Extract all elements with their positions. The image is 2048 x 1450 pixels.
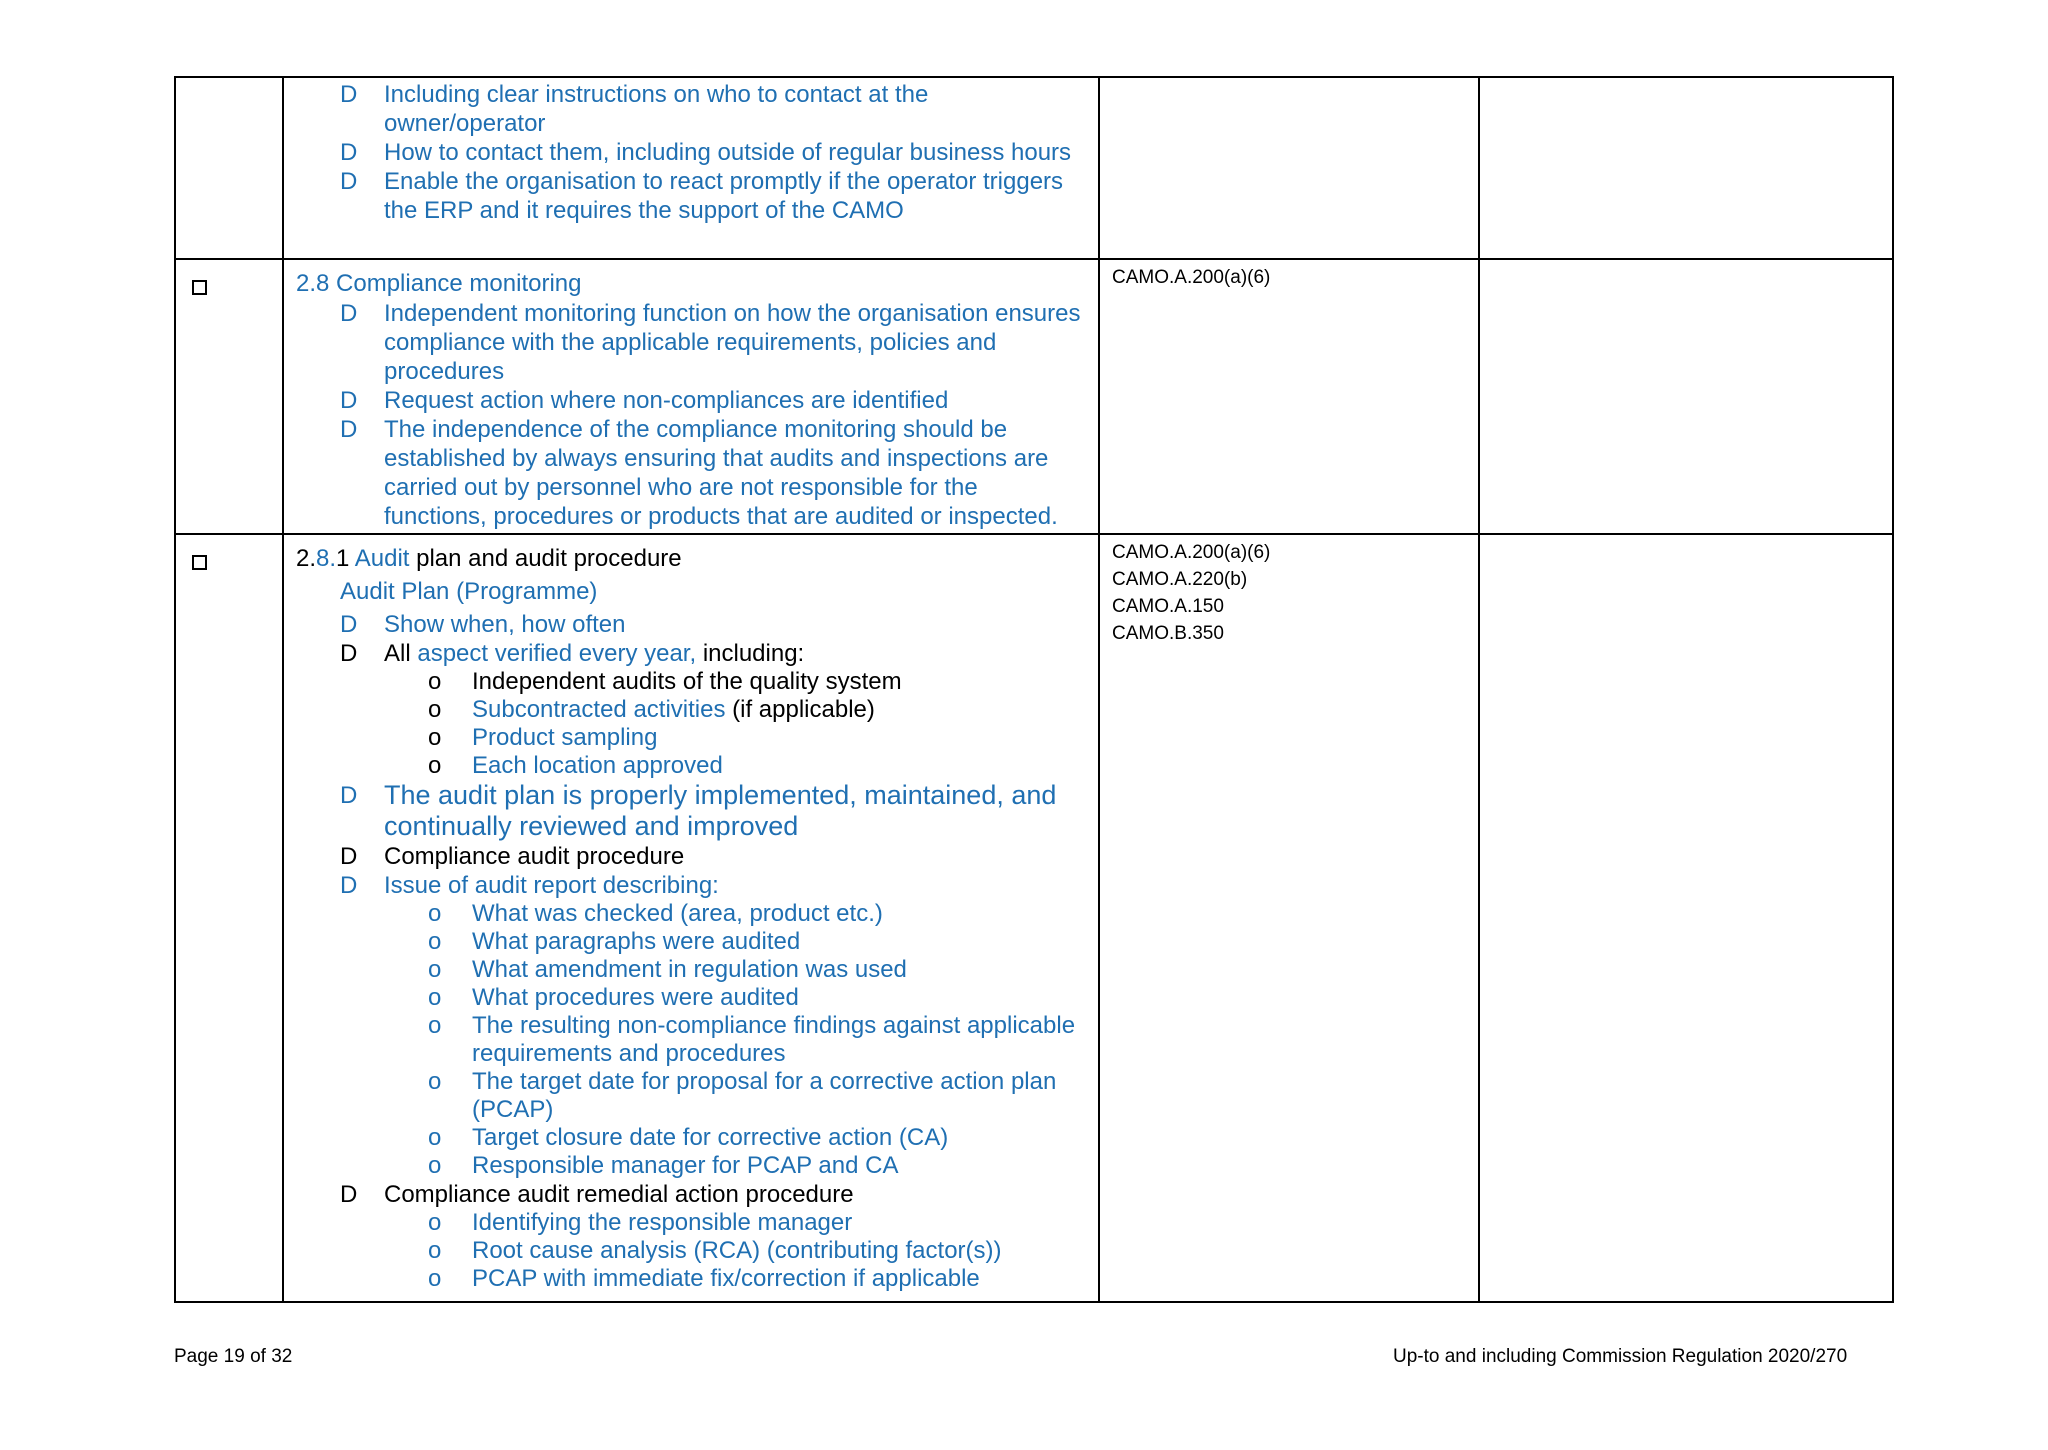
list-item: D Issue of audit report describing:: [340, 872, 719, 899]
list-item: D Enable the organisation to react promptly if the operator triggers the ERP and it requires the support of the CAMO: [340, 168, 1064, 224]
reference-cell: [1099, 259, 1479, 534]
section-heading: 2.8 Compliance monitoring: [296, 270, 582, 297]
regulation-reference: CAMO.A.200(a)(6): [1112, 542, 1271, 563]
reference-cell: [1099, 77, 1479, 259]
regulation-reference: CAMO.B.350: [1112, 623, 1224, 644]
reference-cell: [1099, 534, 1479, 1302]
list-item: D The audit plan is properly implemented, maintained, and continually reviewed and improved: [340, 780, 1057, 841]
table-row: [175, 77, 1893, 259]
requirement-cell: [283, 259, 1099, 534]
requirement-cell: [283, 77, 1099, 259]
regulation-reference: CAMO.A.150: [1112, 596, 1224, 617]
notes-cell: [1479, 77, 1893, 259]
subheading: Audit Plan (Programme): [340, 578, 598, 605]
list-item: o Root cause analysis (RCA) (contributing factor(s)): [428, 1237, 1002, 1264]
table-row: [175, 259, 1893, 534]
checklist-table: [174, 76, 1894, 1303]
page-number: Page 19 of 32: [174, 1346, 293, 1367]
list-item: o What was checked (area, product etc.): [428, 900, 883, 927]
checkbox[interactable]: [192, 555, 207, 570]
list-item: D Compliance audit procedure: [340, 843, 685, 870]
section-heading: 2.8.1 Audit plan and audit procedure: [296, 545, 682, 572]
list-item: o What procedures were audited: [428, 984, 799, 1011]
list-item: o The target date for proposal for a corrective action plan (PCAP): [428, 1068, 1057, 1123]
list-item: o The resulting non-compliance findings against applicable requirements and procedures: [428, 1012, 1076, 1067]
regulation-footer: Up-to and including Commission Regulation 2020/270: [1393, 1346, 1848, 1367]
list-item: D Independent monitoring function on how the organisation ensures compliance with the applicable requirements, policies and procedures: [340, 300, 1081, 385]
list-item: D All aspect verified every year, including:: [340, 640, 805, 667]
list-item: D Request action where non-compliances are identified: [340, 387, 949, 414]
list-item: o Independent audits of the quality system: [428, 668, 902, 695]
notes-cell: [1479, 259, 1893, 534]
list-item: o PCAP with immediate fix/correction if applicable: [428, 1265, 980, 1292]
list-item: o Identifying the responsible manager: [428, 1209, 853, 1236]
regulation-reference: CAMO.A.200(a)(6): [1112, 267, 1271, 288]
checkbox-cell: [175, 534, 283, 1302]
list-item: D How to contact them, including outside of regular business hours: [340, 139, 1072, 166]
list-item: o What amendment in regulation was used: [428, 956, 907, 983]
checkbox[interactable]: [192, 280, 207, 295]
list-item: o Target closure date for corrective action (CA): [428, 1124, 949, 1151]
list-item: D Show when, how often: [340, 611, 626, 638]
list-item: o Responsible manager for PCAP and CA: [428, 1152, 899, 1179]
regulation-reference: CAMO.A.220(b): [1112, 569, 1248, 590]
requirement-cell: [283, 534, 1099, 1302]
table-row: [175, 534, 1893, 1302]
checkbox-cell: [175, 77, 283, 259]
list-item: o Product sampling: [428, 724, 658, 751]
list-item: D Including clear instructions on who to contact at the owner/operator: [340, 81, 929, 137]
checkbox-cell: [175, 259, 283, 534]
list-item: o Subcontracted activities (if applicable): [428, 696, 875, 723]
list-item: D Compliance audit remedial action procedure: [340, 1181, 854, 1208]
list-item: D The independence of the compliance monitoring should be established by always ensuring that audits and inspections are carried out by personnel who are not responsible for the functions, procedures or products that are audited or inspected.: [340, 416, 1058, 530]
notes-cell: [1479, 534, 1893, 1302]
list-item: o What paragraphs were audited: [428, 928, 801, 955]
list-item: o Each location approved: [428, 752, 723, 779]
